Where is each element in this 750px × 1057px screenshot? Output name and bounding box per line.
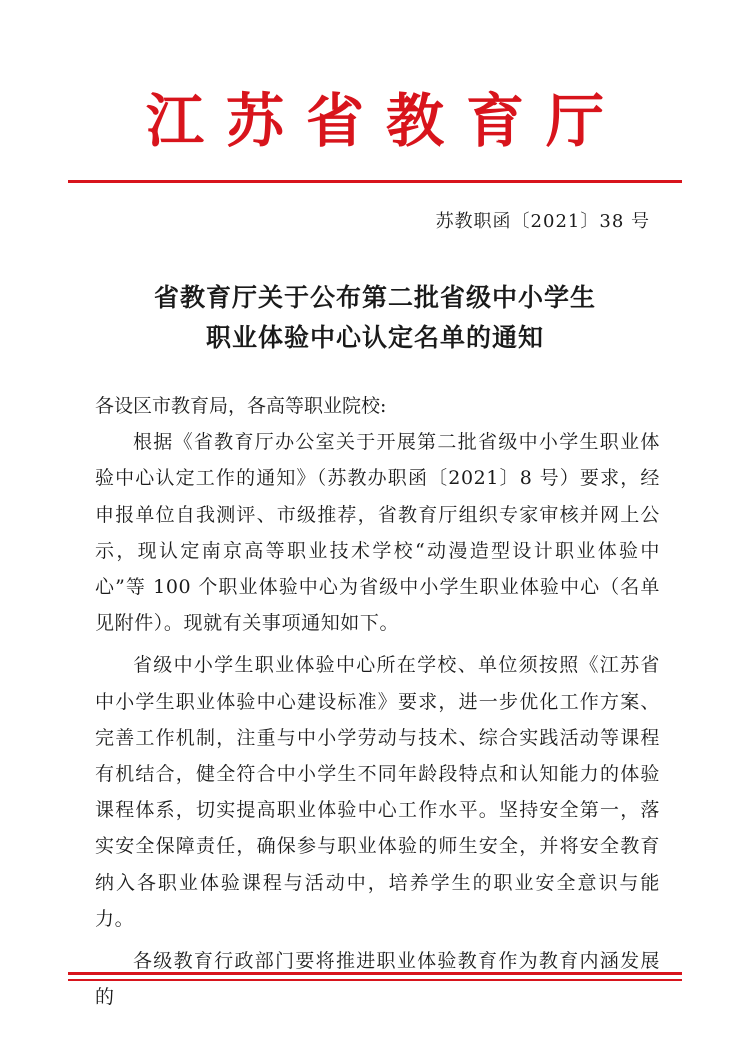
issuing-authority-masthead: 江苏省教育厅 xyxy=(145,87,626,155)
salutation: 各设区市教育局，各高等职业院校: xyxy=(95,395,387,417)
document-body xyxy=(95,388,660,1021)
body-paragraph-3: 各级教育行政部门要将推进职业体验教育作为教育内涵发展的 xyxy=(95,950,660,1009)
document-number: 苏教职函〔2021〕38 号 xyxy=(435,211,650,232)
document-title-line-2: 职业体验中心认定名单的通知 xyxy=(205,323,544,352)
masthead-red-rule xyxy=(68,180,682,183)
footer-red-rule-thin xyxy=(68,979,682,981)
document-title-line-1: 省教育厅关于公布第二批省级中小学生 xyxy=(153,283,596,312)
body-paragraph-2: 省级中小学生职业体验中心所在学校、单位须按照《江苏省中小学生职业体验中心建设标准》要求，进一步优化工作方案、完善工作机制，注重与中小学劳动与技术、综合实践活动等课程有机结合，健全符合中小学生不同年龄段特点和认知能力的体验课程体系，切实提高职业体验中心工作水平。坚持安全第一，落实安全保障责任，确保参与职业体验的师生安全，并将安全教育纳入各职业体验课程与活动中，培养学生的职业安全意识与能力。 xyxy=(95,654,660,930)
body-paragraph-1: 根据《省教育厅办公室关于开展第二批省级中小学生职业体验中心认定工作的通知》（苏教办职函〔2021〕8 号）要求，经申报单位自我测评、市级推荐，省教育厅组织专家审核并网上公示，现认定南京高等职业技术学校“动漫造型设计职业体验中心”等 100 个职业体验中心为省级中小学生职业体验中心（名单见附件）。现就有关事项通知如下。 xyxy=(95,431,660,635)
footer-red-rule-thick xyxy=(68,972,682,975)
document-title xyxy=(0,278,750,358)
